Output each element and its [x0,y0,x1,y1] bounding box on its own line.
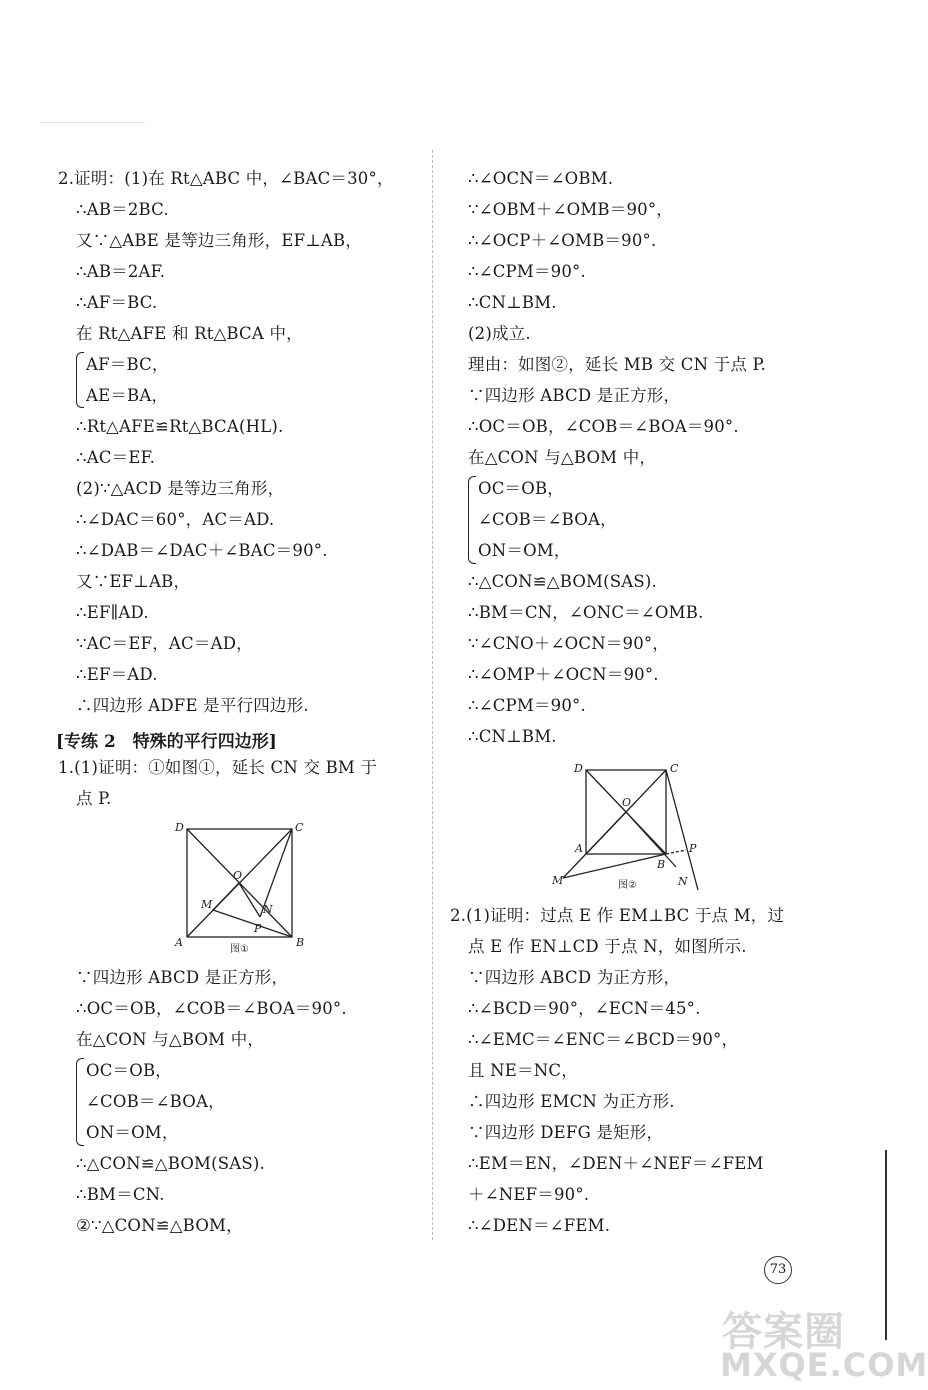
text-line: OC＝OB， [86,1061,173,1080]
line-mb [563,854,666,878]
label-d: D [574,762,583,775]
text-line: 在 Rt△AFE 和 Rt△BCA 中， [76,324,303,343]
text-line: 在△CON 与△BOM 中， [76,1030,265,1049]
text-line: ∴AB＝2AF. [76,262,166,281]
text-line: 点 E 作 EN⊥CD 于点 N，如图所示. [468,937,747,956]
text-line: ∵∠CNO＋∠OCN＝90°， [468,634,670,653]
line-cn [666,770,698,890]
brace [76,352,84,408]
text-line: 2.(1)证明：过点 E 作 EM⊥BC 于点 M，过 [450,906,785,925]
section-heading: [专练 2 特殊的平行四边形] [56,732,277,752]
brace [468,476,476,564]
watermark-top: 答案圈 [722,1309,845,1355]
label-b: B [657,858,666,871]
text-line: OC＝OB， [478,479,565,498]
text-line: 在△CON 与△BOM 中， [468,448,657,467]
text-line: 又∵EF⊥AB， [76,572,191,591]
text-line: AE＝BA， [86,386,169,405]
label-m: M [201,898,213,911]
text-line: 2.证明：(1)在 Rt△ABC 中，∠BAC＝30°， [58,169,394,188]
text-line: ∴OC＝OB，∠COB＝∠BOA＝90°. [76,999,347,1018]
figure-1-caption: 图① [230,944,249,955]
text-line: 又∵△ABE 是等边三角形，EF⊥AB， [76,231,363,250]
top-rule [40,122,145,123]
watermark-bottom: MXQE.COM [720,1346,928,1384]
watermark [720,1300,928,1385]
label-a: A [175,936,183,949]
label-o: O [233,869,243,882]
line-bp [666,850,686,854]
text-line: ∵∠OBM＋∠OMB＝90°， [468,200,673,219]
text-line: ∴△CON≌△BOM(SAS). [76,1154,265,1173]
text-line: ∴AF＝BC. [76,293,158,312]
text-line: ∴AB＝2BC. [76,200,169,219]
label-c: C [670,762,679,775]
text-line: 1.(1)证明：①如图①，延长 CN 交 BM 于 [58,758,378,777]
line-on [626,812,676,867]
text-line: ∠COB＝∠BOA， [86,1092,225,1111]
text-line: AF＝BC， [86,355,169,374]
text-line: ∴AC＝EF. [76,448,156,467]
label-n: N [678,875,688,888]
text-line: ∵四边形 DEFG 是矩形， [468,1123,664,1142]
text-line: ∴∠OCN＝∠OBM. [468,169,614,188]
text-line: ②∵△CON≌△BOM， [76,1216,243,1235]
line-om [213,883,239,910]
text-line: 且 NE＝NC， [468,1061,578,1080]
label-a: A [575,842,583,855]
text-line: ∴OC＝OB，∠COB＝∠BOA＝90°. [468,417,739,436]
label-b: B [296,936,305,949]
column-divider [432,150,433,1240]
figure-2 [548,760,718,895]
text-line: ON＝OM， [478,541,571,560]
text-line: ∴EF＝AD. [76,665,158,684]
text-line: ∴CN⊥BM. [468,727,557,746]
text-line: ∴EM＝EN，∠DEN＋∠NEF＝∠FEM [468,1154,764,1173]
figure-1 [170,819,370,954]
text-line: ∴∠CPM＝90°. [468,262,586,281]
text-line: ∴Rt△AFE≌Rt△BCA(HL). [76,417,284,436]
text-line: ∵AC＝EF，AC＝AD， [76,634,253,653]
text-line: ＋∠NEF＝90°. [468,1185,590,1204]
text-line: ∴∠CPM＝90°. [468,696,586,715]
text-line: ∴∠BCD＝90°，∠ECN＝45°. [468,999,701,1018]
text-line: 点 P. [76,789,112,808]
text-line: ∵四边形 ABCD 是正方形， [76,968,289,987]
text-line: ∴BM＝CN. [76,1185,165,1204]
label-m: M [552,874,564,887]
text-line: ∴∠OCP＋∠OMB＝90°. [468,231,657,250]
text-line: (2)成立. [468,324,531,343]
text-line: ∴四边形 EMCN 为正方形. [468,1092,675,1111]
text-line: ∵四边形 ABCD 是正方形， [468,386,681,405]
text-line: ∴∠DEN＝∠FEM. [468,1216,611,1235]
text-line: ∴四边形 ADFE 是平行四边形. [76,696,309,715]
label-n: N [263,903,273,916]
text-line: ∴△CON≌△BOM(SAS). [468,572,657,591]
text-line: ∴∠OMP＋∠OCN＝90°. [468,665,659,684]
text-line: ∠COB＝∠BOA， [478,510,617,529]
brace [76,1058,84,1146]
label-p: P [254,922,262,935]
text-line: ∴BM＝CN，∠ONC＝∠OMB. [468,603,704,622]
text-line: ∴EF∥AD. [76,603,149,622]
text-line: ∴∠DAC＝60°，AC＝AD. [76,510,275,529]
text-line: ∵四边形 ABCD 为正方形， [468,968,681,987]
text-line: ∴∠EMC＝∠ENC＝∠BCD＝90°， [468,1030,739,1049]
page-number: 73 [764,1256,792,1284]
label-d: D [175,821,184,834]
text-line: 理由：如图②，延长 MB 交 CN 于点 P. [468,355,766,374]
label-p: P [689,842,697,855]
label-o: O [622,796,632,809]
line-om [563,812,626,878]
text-line: ON＝OM， [86,1123,179,1142]
label-c: C [295,821,304,834]
figure-2-caption: 图② [618,880,637,891]
line-mb [213,910,292,937]
text-line: (2)∵△ACD 是等边三角形， [76,479,285,498]
text-line: ∴∠DAB＝∠DAC＋∠BAC＝90°. [76,541,328,560]
text-line: ∴CN⊥BM. [468,293,557,312]
